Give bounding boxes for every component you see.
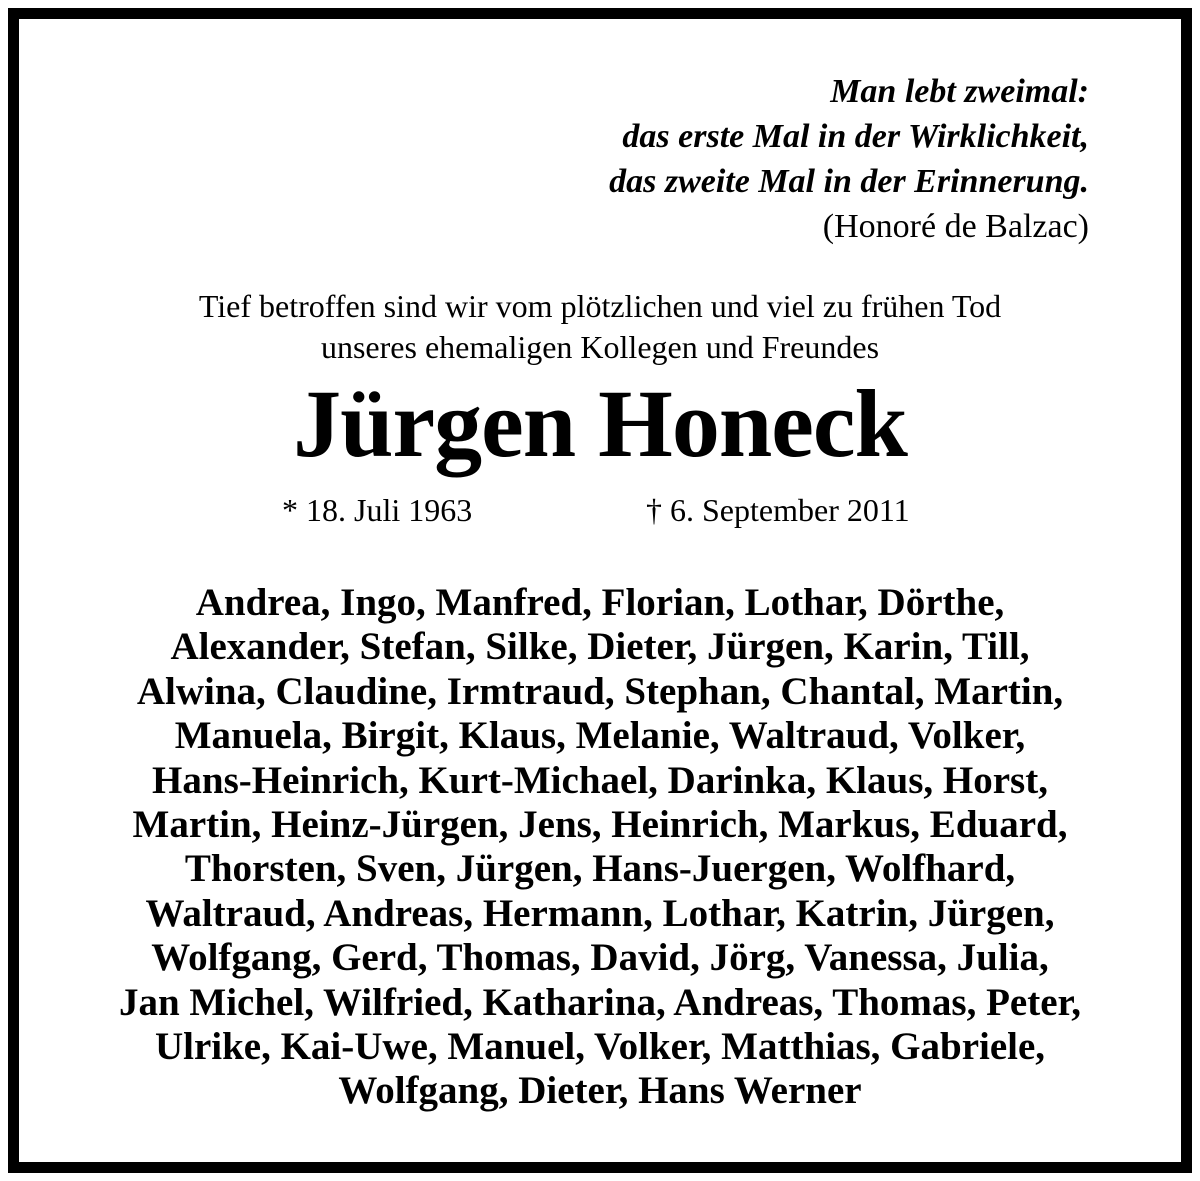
epigraph-quote [609, 69, 1089, 249]
mourners-line: Thorsten, Sven, Jürgen, Hans-Juergen, Wolfhard, [184, 847, 1016, 891]
quote-line: das zweite Mal in der Erinnerung. [609, 163, 1089, 200]
mourners-line: Martin, Heinz-Jürgen, Jens, Heinrich, Markus, Eduard, [132, 803, 1068, 847]
intro-text [19, 286, 1181, 368]
deceased-name: Jürgen Honeck [293, 370, 907, 477]
mourners-line: Andrea, Ingo, Manfred, Florian, Lothar, Dörthe, [195, 581, 1005, 624]
mourners-line: Wolfgang, Dieter, Hans Werner [338, 1069, 862, 1113]
mourners-list [19, 581, 1181, 1114]
mourners-line: Hans-Heinrich, Kurt-Michael, Darinka, Klaus, Horst, [152, 758, 1048, 802]
mourners-line: Manuela, Birgit, Klaus, Melanie, Waltraud, Volker, [174, 714, 1026, 758]
quote-author: (Honoré de Balzac) [822, 208, 1089, 245]
quote-line: Man lebt zweimal: [830, 73, 1089, 110]
obituary-frame [8, 8, 1192, 1173]
mourners-line: Alexander, Stefan, Silke, Dieter, Jürgen, Karin, Till, [170, 625, 1030, 669]
intro-line: Tief betroffen sind wir vom plötzlichen und viel zu frühen Tod [198, 288, 1002, 324]
death-date: † 6. September 2011 [646, 492, 910, 528]
quote-line: das erste Mal in der Wirklichkeit, [622, 118, 1089, 155]
mourners-line: Ulrike, Kai-Uwe, Manuel, Volker, Matthias, Gabriele, [154, 1025, 1046, 1069]
mourners-line: Jan Michel, Wilfried, Katharina, Andreas, Thomas, Peter, [118, 980, 1082, 1024]
intro-line: unseres ehemaligen Kollegen und Freundes [320, 329, 880, 365]
mourners-line: Wolfgang, Gerd, Thomas, David, Jörg, Vanessa, Julia, [151, 936, 1049, 980]
mourners-line: Waltraud, Andreas, Hermann, Lothar, Katrin, Jürgen, [145, 891, 1055, 935]
mourners-line: Alwina, Claudine, Irmtraud, Stephan, Chantal, Martin, [136, 669, 1064, 713]
birth-date: * 18. Juli 1963 [282, 492, 473, 528]
